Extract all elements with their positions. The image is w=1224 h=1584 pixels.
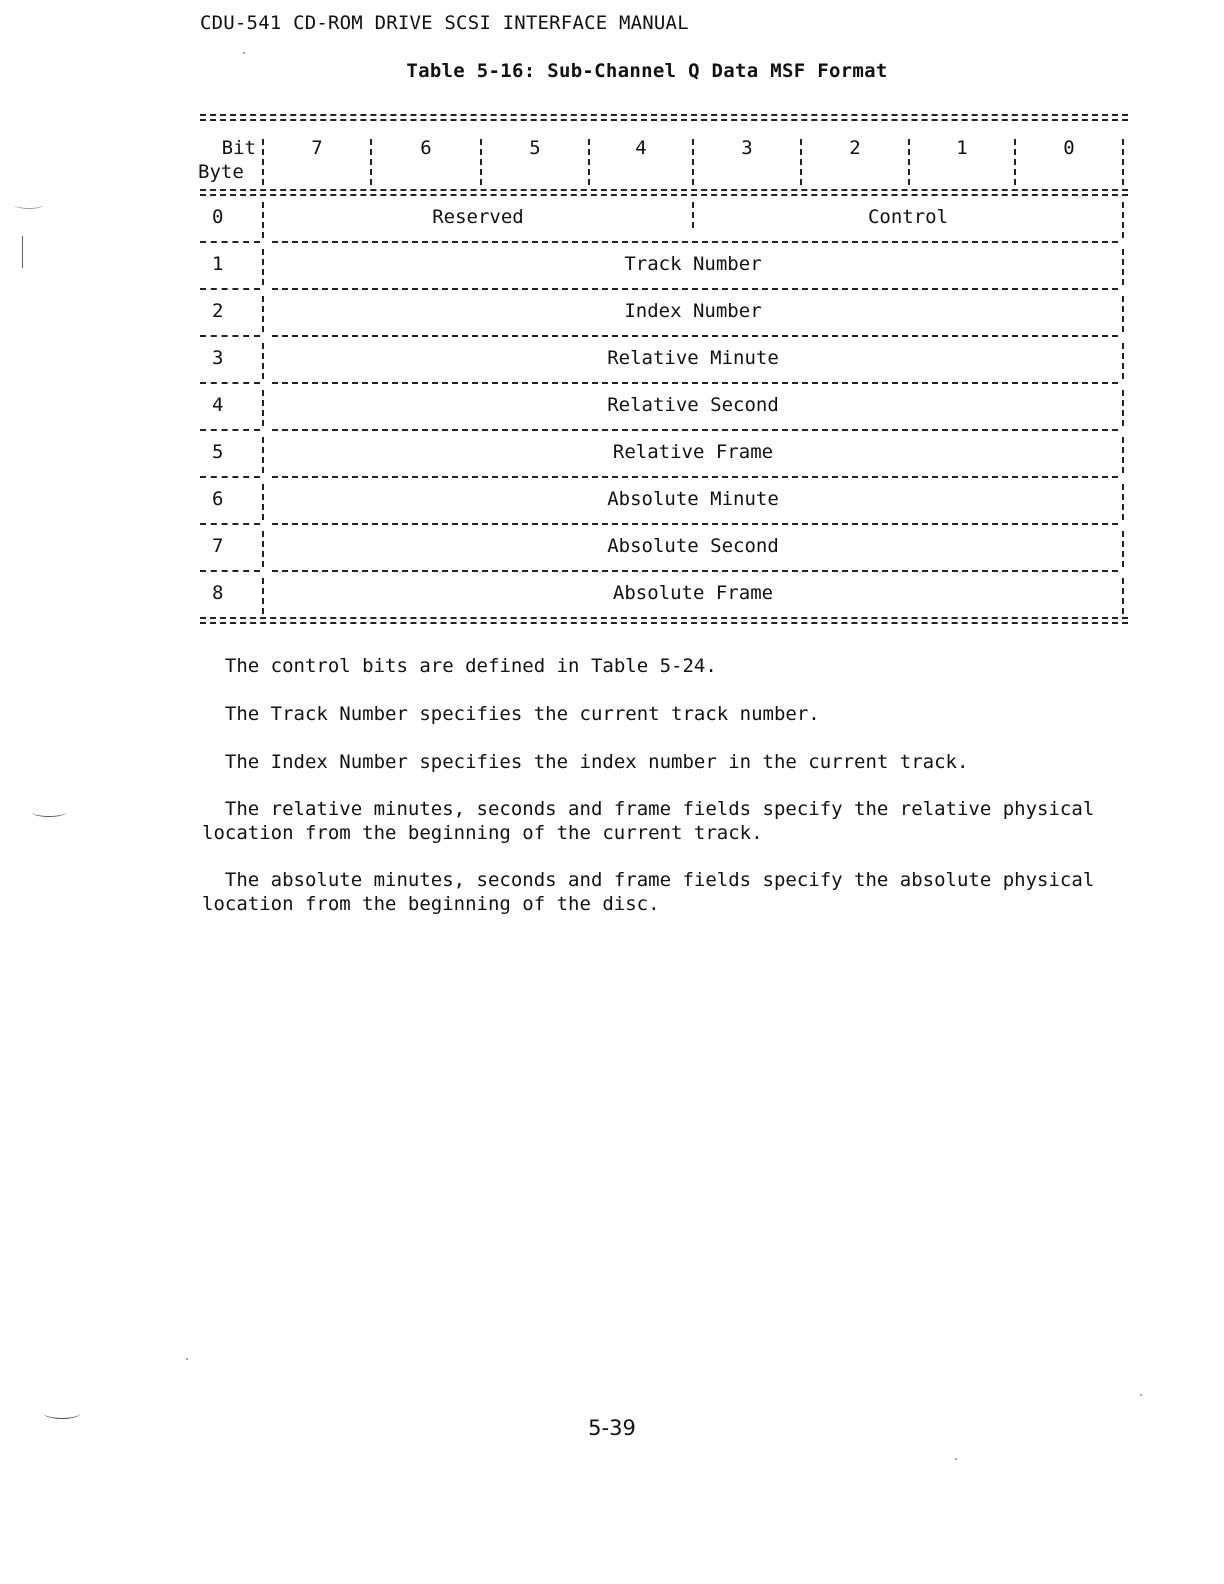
scan-artifact xyxy=(44,1408,80,1419)
table-row xyxy=(200,572,1128,617)
paragraph-absolute-fields: The absolute minutes, seconds and frame fields specify the absolute physical location from the beginning of the disc. xyxy=(202,869,1095,915)
byte-number: 2 xyxy=(212,300,224,322)
field-relative-second: Relative Second xyxy=(607,394,779,416)
bit-1-header: 1 xyxy=(956,137,968,159)
scan-speck xyxy=(186,1358,188,1360)
scan-artifact xyxy=(22,236,23,268)
field-absolute-frame: Absolute Frame xyxy=(612,582,774,604)
bit-0-header: 0 xyxy=(1063,137,1075,159)
byte-number: 4 xyxy=(212,394,224,416)
table-row xyxy=(200,525,1128,570)
field-absolute-second: Absolute Second xyxy=(607,535,779,557)
scan-speck xyxy=(243,52,245,54)
byte-number: 3 xyxy=(212,347,224,369)
paragraph-index-number: The Index Number specifies the index number in the current track. xyxy=(202,751,969,773)
bit-7-header: 7 xyxy=(311,137,323,159)
row-divider xyxy=(1122,437,1124,473)
table-title: Table 5-16: Sub-Channel Q Data MSF Format xyxy=(406,60,888,82)
table-row xyxy=(200,431,1128,476)
row-divider xyxy=(1122,484,1124,520)
bit-5-header: 5 xyxy=(529,137,541,159)
header-divider xyxy=(1122,139,1124,185)
row-divider xyxy=(1122,343,1124,379)
bit-byte-corner xyxy=(200,121,260,189)
table-row xyxy=(200,478,1128,523)
field-absolute-minute: Absolute Minute xyxy=(607,488,779,510)
byte-number: 5 xyxy=(212,441,224,463)
page-number: 5-39 xyxy=(588,1416,636,1440)
sub-channel-q-table xyxy=(200,114,1128,624)
table-header-row xyxy=(200,121,1128,189)
field-index-number: Index Number xyxy=(624,300,762,322)
bit-4-header: 4 xyxy=(635,137,647,159)
row-divider xyxy=(1122,578,1124,614)
table-row xyxy=(200,290,1128,335)
scan-speck xyxy=(955,1458,957,1460)
table-top-rule xyxy=(200,114,1128,121)
byte-number: 6 xyxy=(212,488,224,510)
table-row xyxy=(200,243,1128,288)
bit-2-header: 2 xyxy=(849,137,861,159)
field-relative-minute: Relative Minute xyxy=(607,347,779,369)
bit-label: Bit xyxy=(221,137,256,159)
field-track-number: Track Number xyxy=(624,253,762,275)
bit-6-header: 6 xyxy=(420,137,432,159)
row-divider xyxy=(1122,531,1124,567)
field-reserved: Reserved xyxy=(432,206,524,228)
byte-label: Byte xyxy=(198,161,244,183)
table-header-rule xyxy=(200,189,1128,196)
bit-3-header: 3 xyxy=(741,137,753,159)
paragraph-control-bits: The control bits are defined in Table 5-24. xyxy=(202,655,717,677)
scan-artifact xyxy=(14,200,44,209)
paragraph-track-number: The Track Number specifies the current track number. xyxy=(202,703,820,725)
table-row xyxy=(200,337,1128,382)
running-header: CDU-541 CD-ROM DRIVE SCSI INTERFACE MANUAL xyxy=(200,12,689,34)
byte-number: 7 xyxy=(212,535,224,557)
byte-number: 0 xyxy=(212,206,224,228)
row-divider xyxy=(1122,296,1124,332)
table-row xyxy=(200,384,1128,429)
byte-number: 8 xyxy=(212,582,224,604)
paragraph-relative-fields: The relative minutes, seconds and frame fields specify the relative physical location from the beginning of the current track. xyxy=(202,798,1095,844)
field-relative-frame: Relative Frame xyxy=(612,441,774,463)
scan-speck xyxy=(1140,1394,1142,1396)
byte-number: 1 xyxy=(212,253,224,275)
table-row xyxy=(200,196,1128,241)
field-control: Control xyxy=(867,206,949,228)
row-divider xyxy=(1122,249,1124,285)
row-divider xyxy=(1122,202,1124,238)
scan-artifact xyxy=(32,808,66,817)
row-divider xyxy=(1122,390,1124,426)
table-bottom-rule xyxy=(200,617,1128,624)
